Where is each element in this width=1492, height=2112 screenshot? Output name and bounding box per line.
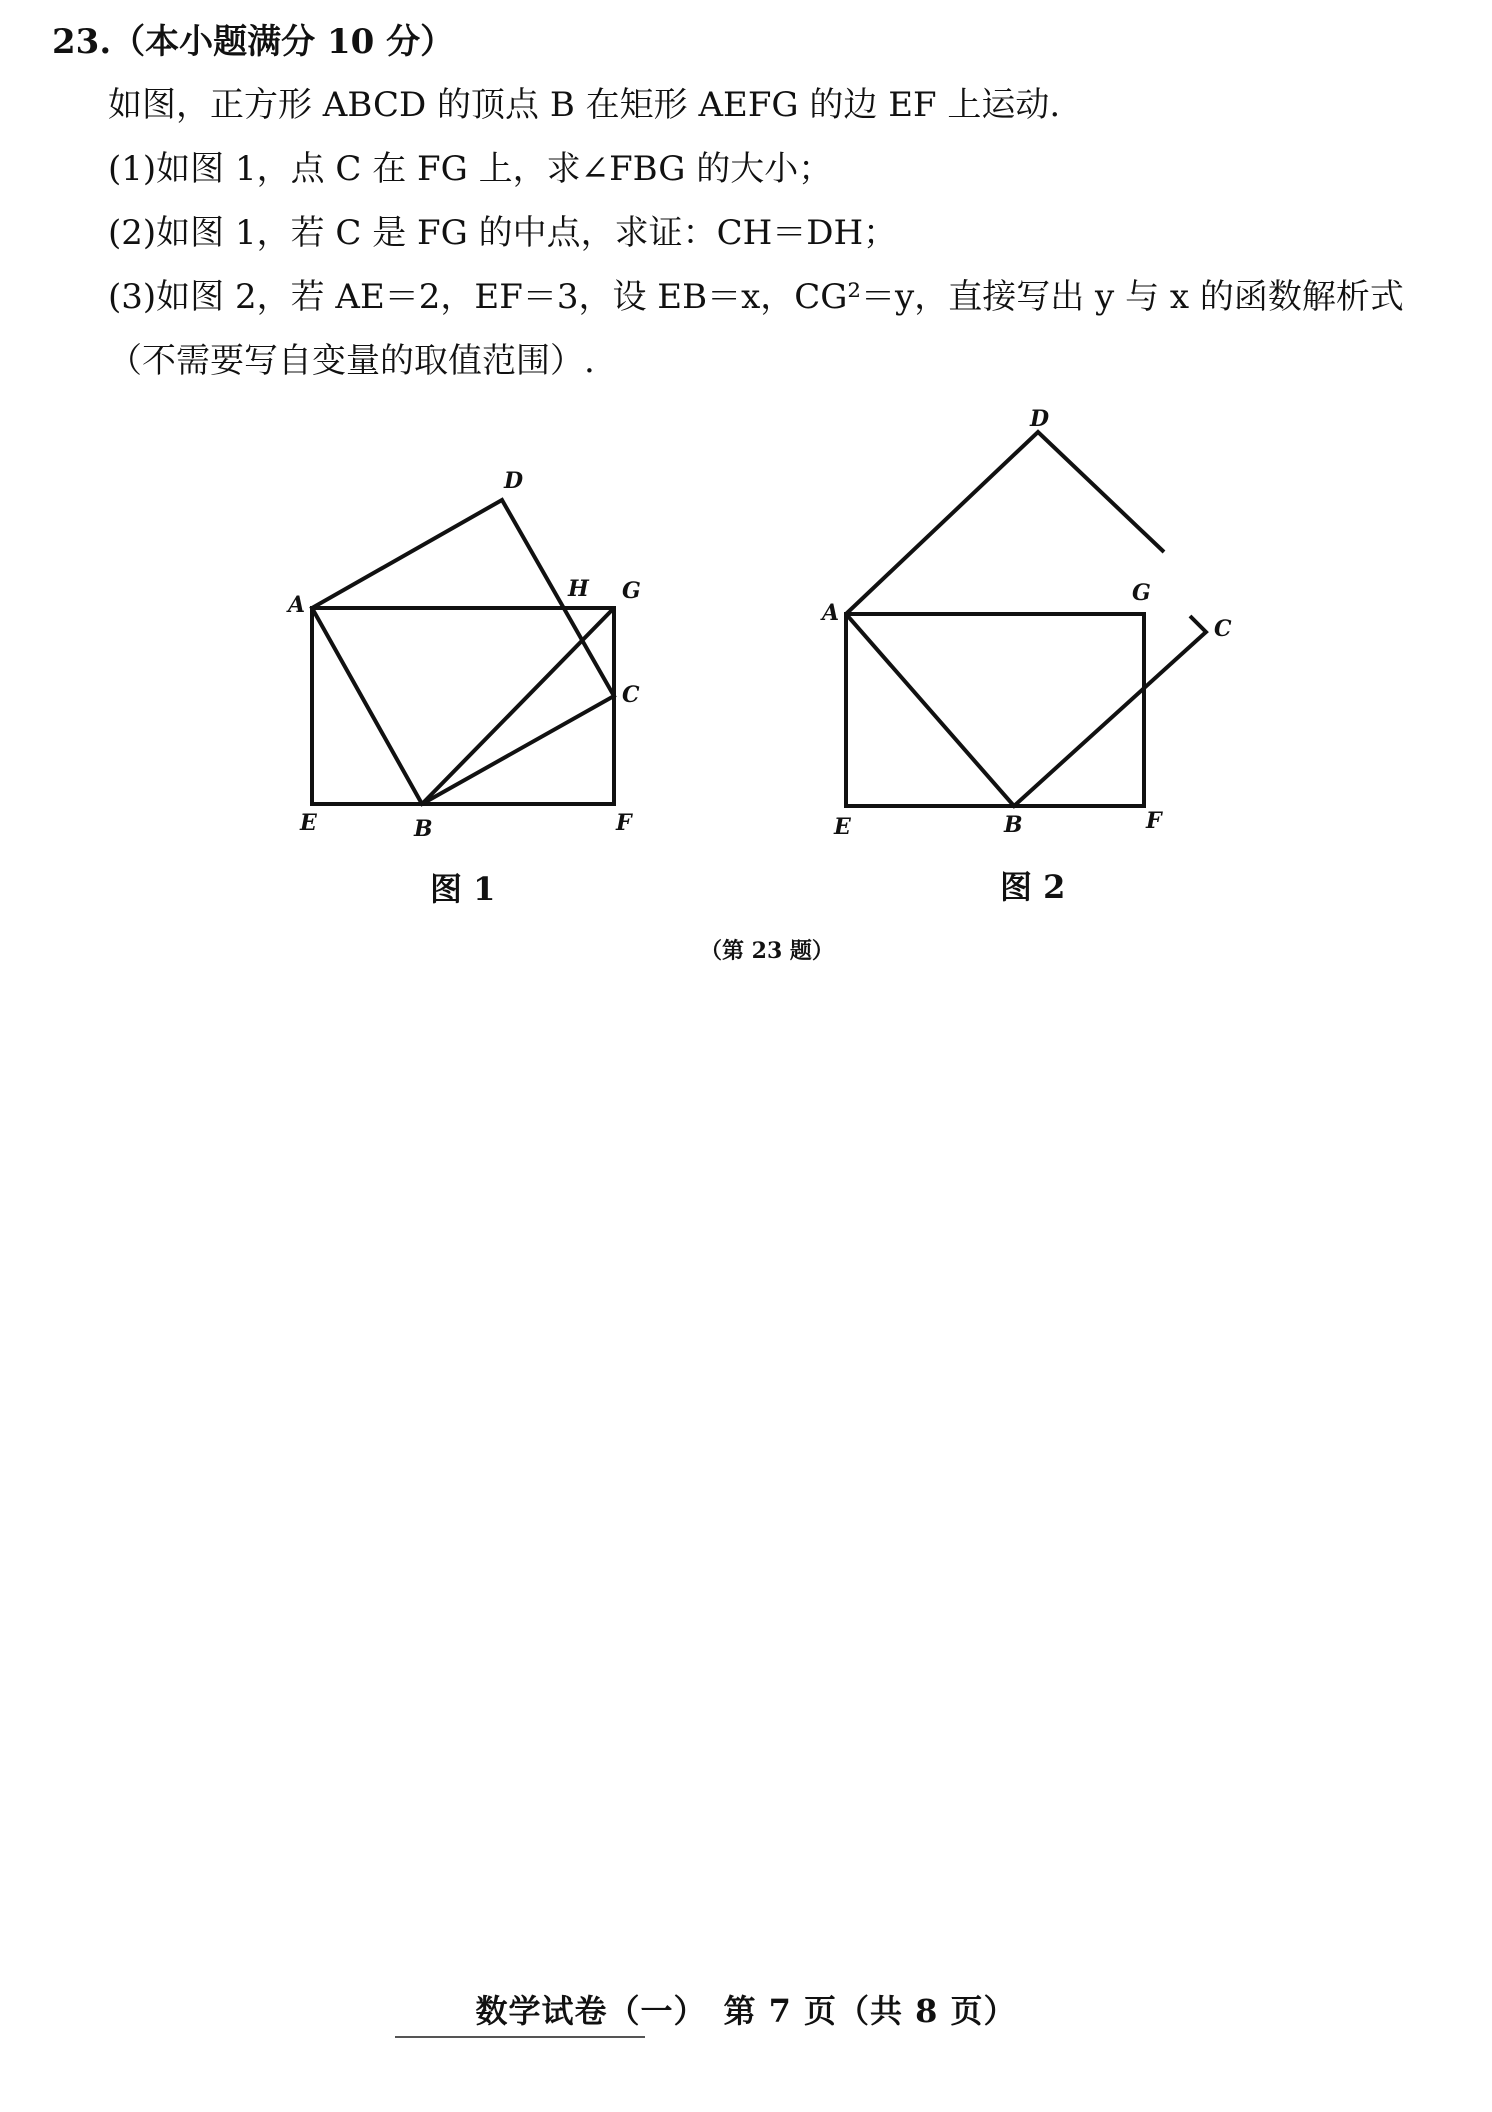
fig2-label-a: A bbox=[822, 600, 840, 626]
fig2-square-side-ad bbox=[846, 432, 1164, 614]
geometry-figures bbox=[0, 400, 1492, 964]
question-caption: （第 23 题） bbox=[700, 938, 834, 964]
problem-part-1: (1)如图 1，点 C 在 FG 上，求∠FBG 的大小； bbox=[108, 149, 833, 189]
problem-heading: 23.（本小题满分 10 分） bbox=[52, 22, 455, 62]
fig2-caption: 图 2 bbox=[1000, 868, 1066, 906]
fig2-label-b: B bbox=[1004, 812, 1023, 838]
fig2-rectangle-aefg bbox=[846, 614, 1144, 806]
fig2-label-e: E bbox=[834, 814, 851, 840]
fig1-rectangle-aefg bbox=[312, 608, 614, 804]
problem-part-2: (2)如图 1，若 C 是 FG 的中点，求证：CH＝DH； bbox=[108, 213, 898, 253]
fig2-square-sides-ab-bc bbox=[846, 614, 1206, 806]
fig1-label-a: A bbox=[288, 592, 306, 618]
fig1-label-c: C bbox=[622, 682, 640, 708]
fig1-label-h: H bbox=[568, 576, 589, 602]
fig2-label-g: G bbox=[1132, 580, 1151, 606]
fig2-label-d: D bbox=[1030, 406, 1050, 432]
figure-area bbox=[0, 400, 1492, 964]
problem-23 bbox=[52, 18, 1452, 386]
problem-stem: 如图，正方形 ABCD 的顶点 B 在矩形 AEFG 的边 EF 上运动. bbox=[108, 85, 1061, 125]
fig1-label-e: E bbox=[300, 810, 317, 836]
fig1-label-g: G bbox=[622, 578, 641, 604]
fig2-label-c: C bbox=[1214, 616, 1232, 642]
figure-1 bbox=[312, 500, 614, 804]
fig1-caption: 图 1 bbox=[430, 870, 496, 908]
page-footer: 数学试卷（一） 第 7 页（共 8 页） bbox=[475, 1992, 1017, 2030]
problem-part-3: (3)如图 2，若 AE＝2，EF＝3，设 EB＝x，CG²＝y，直接写出 y 与 x 的函数解析式 bbox=[108, 277, 1404, 317]
footer-underline bbox=[395, 2036, 645, 2038]
problem-part-3-continued: （不需要写自变量的取值范围）. bbox=[108, 341, 595, 381]
fig1-label-f: F bbox=[616, 810, 632, 836]
figure-1-labels bbox=[286, 468, 641, 908]
fig1-segment-bg bbox=[422, 608, 614, 804]
fig1-label-b: B bbox=[414, 816, 433, 842]
fig2-label-f: F bbox=[1146, 808, 1162, 834]
figure-2 bbox=[846, 432, 1206, 806]
fig1-label-d: D bbox=[504, 468, 524, 494]
